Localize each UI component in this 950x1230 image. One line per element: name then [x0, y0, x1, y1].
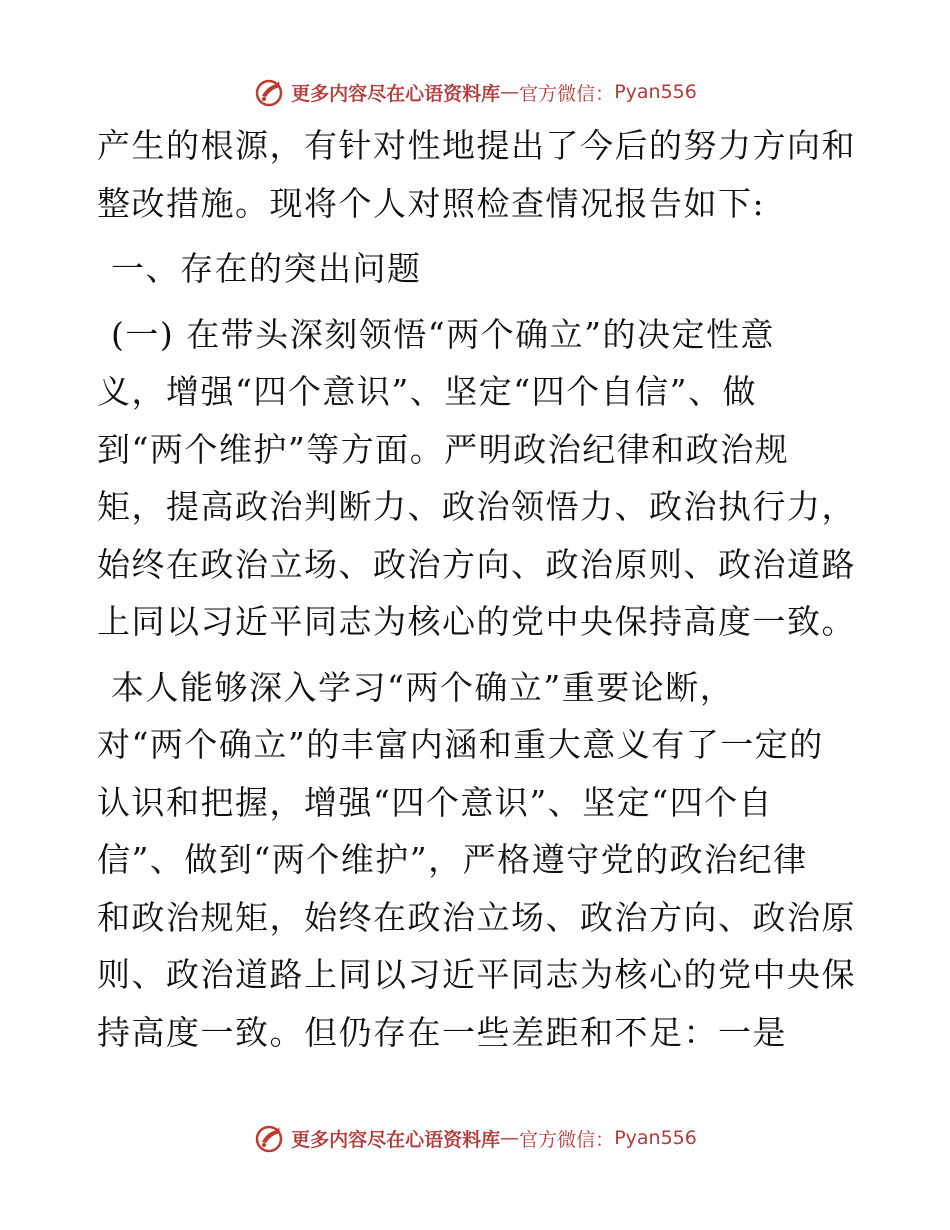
- watermark-main-text: 更多内容尽在心语资料库: [291, 1128, 501, 1151]
- brand-logo-icon: [253, 76, 285, 108]
- text-line: 持高度一致。但仍存在一些差距和不足：一是: [97, 1012, 787, 1052]
- watermark-account: Pyan556: [614, 1127, 697, 1149]
- text-line: 和政治规矩，始终在政治立场、政治方向、政治原: [97, 897, 856, 937]
- watermark-separator: —: [500, 1127, 520, 1149]
- text-line: 认识和把握，增强“四个意识”、坚定“四个自: [97, 782, 774, 822]
- text-line: 上同以习近平同志为核心的党中央保持高度一致。: [97, 602, 856, 641]
- text-line: (一) 在带头深刻领悟“两个确立”的决定性意: [111, 314, 775, 354]
- section-heading: 一、存在的突出问题: [111, 249, 422, 288]
- header-watermark: [0, 72, 950, 112]
- text-line: 信”、做到“两个维护”，严格遵守党的政治纪律: [97, 840, 808, 879]
- document-body: [97, 117, 857, 1061]
- text-line: 对“两个确立”的丰富内涵和重大意义有了一定的: [97, 725, 824, 764]
- text-line: 本人能够深入学习“两个确立”重要论断，: [111, 667, 735, 707]
- watermark-label: 官方微信：: [519, 82, 615, 105]
- text-line: 到“两个维护”等方面。严明政治纪律和政治规: [97, 429, 790, 469]
- watermark-separator: —: [500, 81, 520, 103]
- watermark-account: Pyan556: [614, 81, 697, 103]
- text-line: 始终在政治立场、政治方向、政治原则、政治道路: [97, 544, 856, 584]
- text-line: 则、政治道路上同以习近平同志为核心的党中央保: [97, 955, 856, 994]
- text-line: 产生的根源，有针对性地提出了今后的努力方向和: [97, 126, 856, 165]
- text-line: 整改措施。现将个人对照检查情况报告如下:: [97, 183, 766, 223]
- footer-watermark: [0, 1118, 950, 1158]
- text-line: 矩，提高政治判断力、政治领悟力、政治执行力，: [97, 487, 856, 526]
- watermark-main-text: 更多内容尽在心语资料库: [291, 82, 501, 105]
- watermark-label: 官方微信：: [519, 1128, 615, 1151]
- text-line: 义，增强“四个意识”、坚定“四个自信”、做: [97, 372, 757, 411]
- brand-logo-icon: [253, 1122, 285, 1154]
